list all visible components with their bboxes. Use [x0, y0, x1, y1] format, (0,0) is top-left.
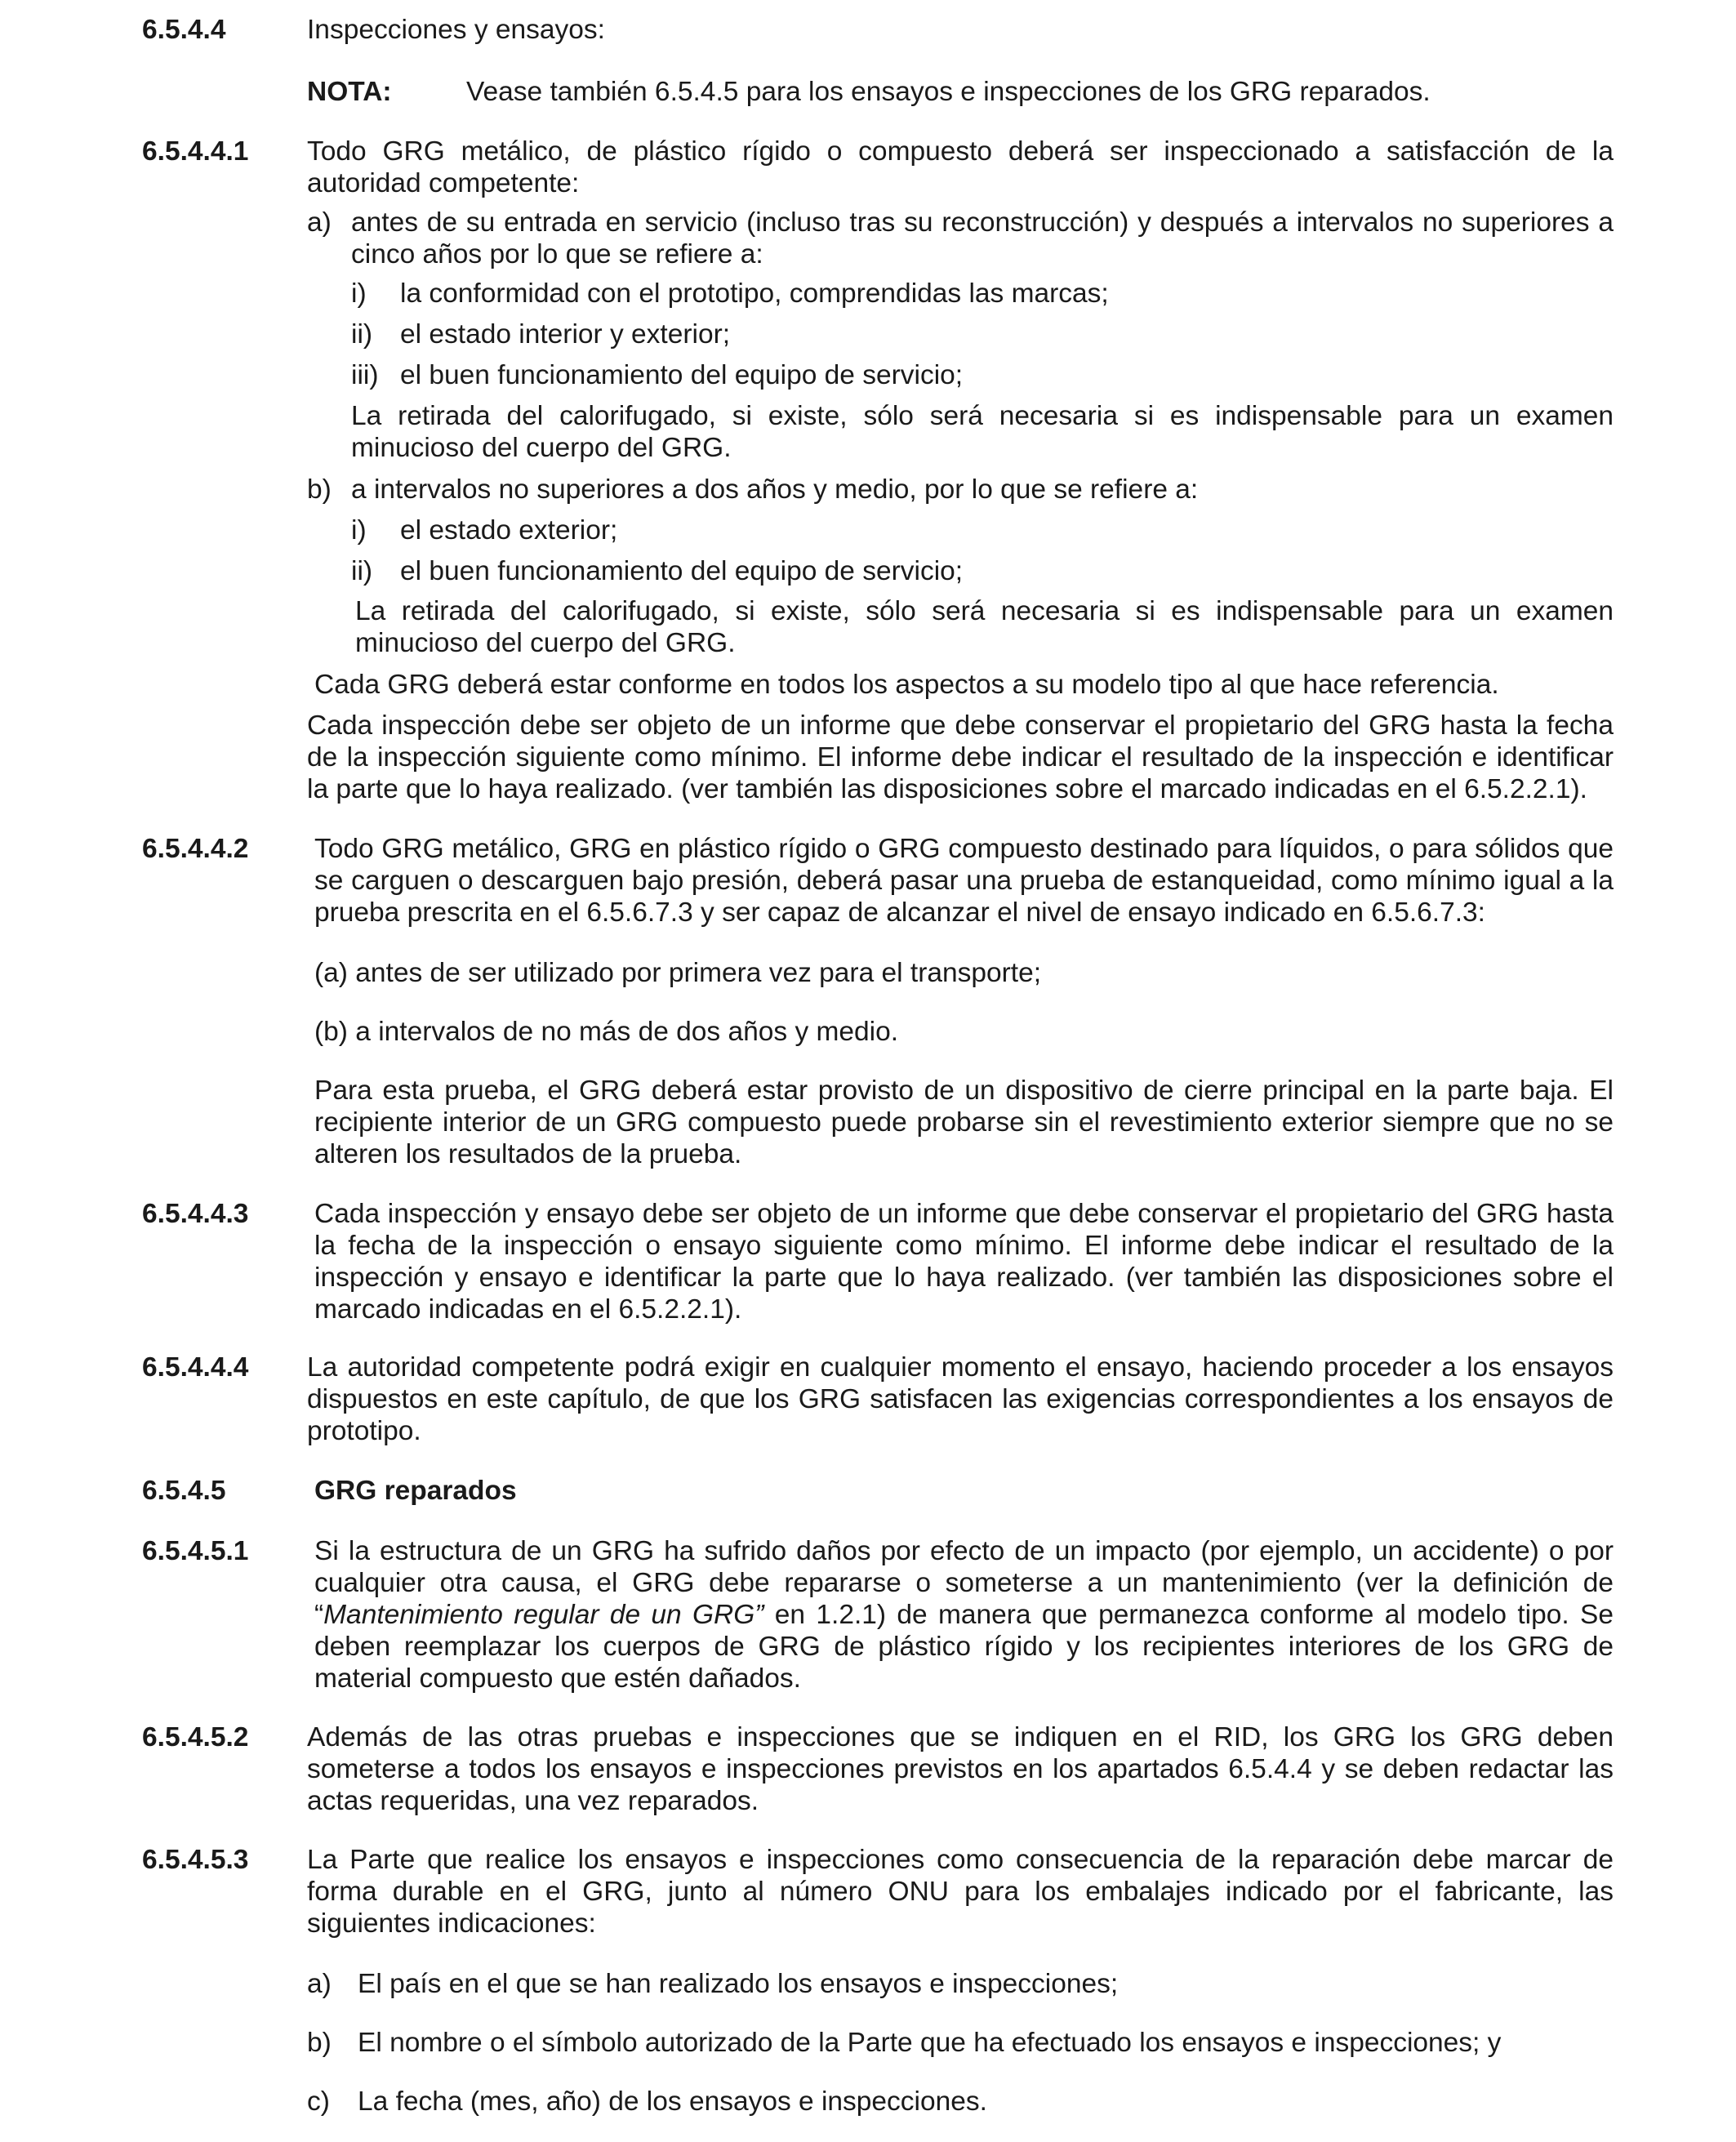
section-title: Inspecciones y ensayos: — [307, 15, 605, 45]
section-number: 6.5.4.5.2 — [142, 1722, 249, 1752]
sublist-text: el estado exterior; — [400, 515, 618, 546]
italic-term: Mantenimiento regular de un GRG” — [323, 1600, 764, 1630]
list-label: c) — [307, 2086, 330, 2117]
sublist-label: iii) — [351, 360, 379, 390]
section-text: La autoridad competente podrá exigir en cualquier momento el ensayo, haciendo proceder a los ensayos dispuestos en este capítulo, de que los GRG satisfacen las exigencias correspondientes a los ensayos de prototipo. — [307, 1352, 1614, 1446]
section-number: 6.5.4.5 — [142, 1476, 226, 1506]
paragraph-text: Para esta prueba, el GRG deberá estar provisto de un dispositivo de cierre principal en la parte baja. El recipiente interior de un GRG compuesto puede probarse sin el revestimiento exterior siempre que no se alteren los resultados de la prueba. — [314, 1075, 1614, 1169]
list-text: antes de su entrada en servicio (incluso tras su reconstrucción) y después a intervalos no superiores a cinco años por lo que se refiere a: — [351, 207, 1614, 269]
list-text: El nombre o el símbolo autorizado de la Parte que ha efectuado los ensayos e inspecciones; y — [358, 2028, 1502, 2058]
section-number: 6.5.4.5.1 — [142, 1536, 249, 1566]
sublist-text: el estado interior y exterior; — [400, 319, 731, 350]
list-label: a) — [307, 1969, 332, 1999]
section-title: GRG reparados — [314, 1476, 517, 1506]
text-segment: en 1.2.1) de manera que permanezca conforme al modelo tipo. Se deben reemplazar los cuerpos de GRG de plástico rígido y los recipientes interiores de los GRG de material compuesto que estén dañados. — [314, 1600, 1614, 1694]
list-text: (a) antes de ser utilizado por primera vez para el transporte; — [314, 958, 1042, 988]
sublist-label: ii) — [351, 319, 373, 350]
list-text: La fecha (mes, año) de los ensayos e inspecciones. — [358, 2086, 987, 2117]
section-number: 6.5.4.4.4 — [142, 1352, 249, 1383]
paragraph-text: Cada inspección debe ser objeto de un informe que debe conservar el propietario del GRG hasta la fecha de la inspección siguiente como mínimo. El informe debe indicar el resultado de la inspección e identificar la parte que lo haya realizado. (ver también las disposiciones sobre el marcado indicadas en el 6.5.2.2.1). — [307, 710, 1614, 804]
section-text: Además de las otras pruebas e inspecciones que se indiquen en el RID, los GRG los GRG deben someterse a todos los ensayos e inspecciones previstos en los apartados 6.5.4.4 y se deben redactar las actas requeridas, una vez reparados. — [307, 1722, 1614, 1816]
list-label: b) — [307, 474, 332, 505]
section-number: 6.5.4.4.2 — [142, 834, 249, 864]
note-text: Vease también 6.5.4.5 para los ensayos e inspecciones de los GRG reparados. — [466, 77, 1431, 107]
text-segment: Si la estructura de un GRG ha sufrido daños por efecto de un impacto (por ejemplo, un accidente) o por cualquier otra causa, el GRG debe repararse o someterse a un mantenimiento (ver la definición de “ — [314, 1536, 1614, 1630]
note-label: NOTA: — [307, 77, 392, 107]
section-intro: Todo GRG metálico, GRG en plástico rígido o GRG compuesto destinado para líquidos, o para sólidos que se carguen o descarguen bajo presión, deberá pasar una prueba de estanqueidad, como mínimo igual a la prueba prescrita en el 6.5.6.7.3 y ser capaz de alcanzar el nivel de ensayo indicado en 6.5.6.7.3: — [314, 834, 1614, 928]
section-number: 6.5.4.4.3 — [142, 1199, 249, 1229]
list-text: El país en el que se han realizado los ensayos e inspecciones; — [358, 1969, 1119, 1999]
sublist-text: la conformidad con el prototipo, comprendidas las marcas; — [400, 278, 1109, 309]
paragraph-text: Cada GRG deberá estar conforme en todos los aspectos a su modelo tipo al que hace referencia. — [314, 670, 1499, 700]
section-text: Cada inspección y ensayo debe ser objeto de un informe que debe conservar el propietario del GRG hasta la fecha de la inspección o ensayo siguiente como mínimo. El informe debe indicar el resultado de la inspección y ensayo e identificar la parte que lo haya realizado. (ver también las disposiciones sobre el marcado indicadas en el 6.5.2.2.1). — [314, 1199, 1614, 1325]
list-text: (b) a intervalos de no más de dos años y medio. — [314, 1017, 899, 1047]
list-note-text: La retirada del calorifugado, si existe, sólo será necesaria si es indispensable para un examen minucioso del cuerpo del GRG. — [351, 401, 1614, 463]
sublist-label: i) — [351, 515, 367, 546]
sublist-text: el buen funcionamiento del equipo de servicio; — [400, 360, 964, 390]
section-intro: Todo GRG metálico, de plástico rígido o compuesto deberá ser inspeccionado a satisfacción de la autoridad competente: — [307, 136, 1614, 198]
list-label: b) — [307, 2028, 332, 2058]
sublist-label: i) — [351, 278, 367, 309]
list-text: a intervalos no superiores a dos años y medio, por lo que se refiere a: — [351, 474, 1199, 505]
list-note-text: La retirada del calorifugado, si existe, sólo será necesaria si es indispensable para un examen minucioso del cuerpo del GRG. — [355, 596, 1614, 658]
sublist-text: el buen funcionamiento del equipo de servicio; — [400, 556, 964, 586]
list-label: a) — [307, 207, 332, 238]
section-number: 6.5.4.5.3 — [142, 1845, 249, 1875]
sublist-label: ii) — [351, 556, 373, 586]
section-text — [314, 1535, 1614, 1694]
section-text: La Parte que realice los ensayos e inspecciones como consecuencia de la reparación debe marcar de forma durable en el GRG, junto al número ONU para los embalajes indicado por el fabricante, las siguientes indicaciones: — [307, 1845, 1614, 1939]
section-number: 6.5.4.4.1 — [142, 136, 249, 167]
section-number: 6.5.4.4 — [142, 15, 226, 45]
